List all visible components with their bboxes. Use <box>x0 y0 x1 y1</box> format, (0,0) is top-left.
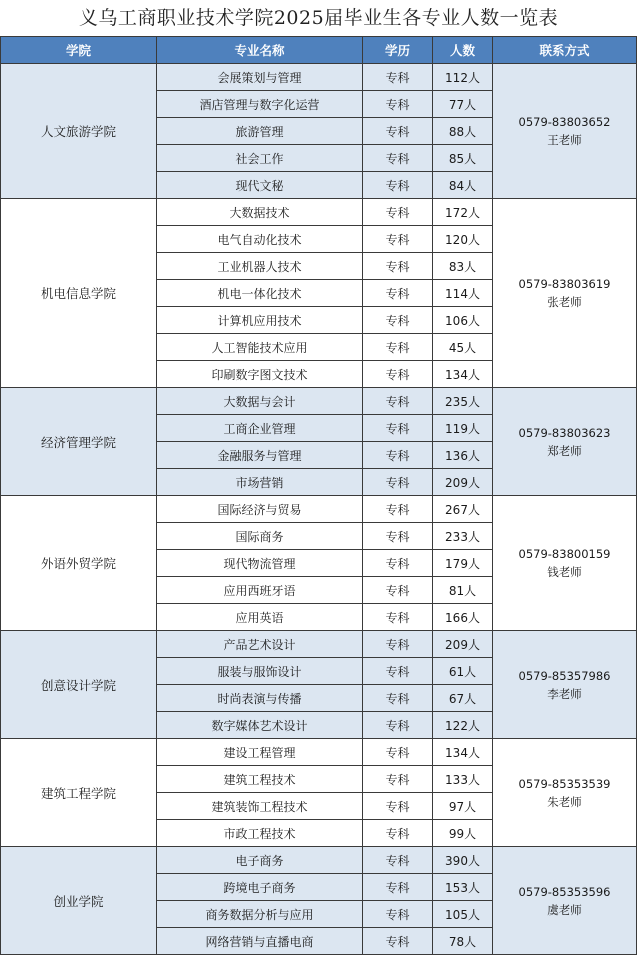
degree-level: 专科 <box>363 307 433 334</box>
degree-level: 专科 <box>363 928 433 955</box>
contact-info <box>493 388 637 496</box>
degree-level: 专科 <box>363 226 433 253</box>
graduate-count: 106人 <box>433 307 493 334</box>
contact-phone: 0579-83803619 <box>518 277 611 291</box>
header-contact: 联系方式 <box>493 37 637 64</box>
major-name: 计算机应用技术 <box>157 307 363 334</box>
graduate-count: 105人 <box>433 901 493 928</box>
degree-level: 专科 <box>363 496 433 523</box>
graduate-count: 390人 <box>433 847 493 874</box>
major-name: 产品艺术设计 <box>157 631 363 658</box>
college-name: 创意设计学院 <box>1 631 157 739</box>
contact-phone: 0579-83800159 <box>518 547 611 561</box>
graduate-count: 153人 <box>433 874 493 901</box>
major-name: 酒店管理与数字化运营 <box>157 91 363 118</box>
contact-teacher: 朱老师 <box>547 794 582 809</box>
degree-level: 专科 <box>363 415 433 442</box>
degree-level: 专科 <box>363 118 433 145</box>
table-body <box>1 64 637 955</box>
contact-teacher: 郑老师 <box>547 443 582 458</box>
major-name: 服装与服饰设计 <box>157 658 363 685</box>
college-name: 外语外贸学院 <box>1 496 157 631</box>
degree-level: 专科 <box>363 91 433 118</box>
major-name: 市场营销 <box>157 469 363 496</box>
degree-level: 专科 <box>363 550 433 577</box>
major-name: 工业机器人技术 <box>157 253 363 280</box>
degree-level: 专科 <box>363 361 433 388</box>
degree-level: 专科 <box>363 64 433 91</box>
graduate-count: 166人 <box>433 604 493 631</box>
degree-level: 专科 <box>363 388 433 415</box>
contact-teacher: 张老师 <box>547 295 582 309</box>
graduate-count: 81人 <box>433 577 493 604</box>
majors-table <box>0 36 637 955</box>
major-name: 大数据与会计 <box>157 388 363 415</box>
graduate-count: 97人 <box>433 793 493 820</box>
header-level: 学历 <box>363 37 433 64</box>
major-name: 建筑装饰工程技术 <box>157 793 363 820</box>
major-name: 建筑工程技术 <box>157 766 363 793</box>
degree-level: 专科 <box>363 820 433 847</box>
graduate-count: 179人 <box>433 550 493 577</box>
degree-level: 专科 <box>363 685 433 712</box>
contact-info <box>493 496 637 631</box>
degree-level: 专科 <box>363 172 433 199</box>
degree-level: 专科 <box>363 901 433 928</box>
major-name: 电气自动化技术 <box>157 226 363 253</box>
graduate-count: 267人 <box>433 496 493 523</box>
major-name: 市政工程技术 <box>157 820 363 847</box>
table-row <box>1 847 637 874</box>
graduate-count: 67人 <box>433 685 493 712</box>
college-name: 机电信息学院 <box>1 199 157 388</box>
graduate-count: 134人 <box>433 739 493 766</box>
graduate-count: 136人 <box>433 442 493 469</box>
graduate-count: 235人 <box>433 388 493 415</box>
major-name: 时尚表演与传播 <box>157 685 363 712</box>
graduate-count: 85人 <box>433 145 493 172</box>
graduate-count: 233人 <box>433 523 493 550</box>
major-name: 网络营销与直播电商 <box>157 928 363 955</box>
table-row <box>1 739 637 766</box>
major-name: 社会工作 <box>157 145 363 172</box>
major-name: 建设工程管理 <box>157 739 363 766</box>
contact-phone: 0579-83803623 <box>518 425 611 440</box>
graduate-count: 61人 <box>433 658 493 685</box>
graduate-count: 133人 <box>433 766 493 793</box>
degree-level: 专科 <box>363 334 433 361</box>
major-name: 电子商务 <box>157 847 363 874</box>
college-name: 人文旅游学院 <box>1 64 157 199</box>
degree-level: 专科 <box>363 658 433 685</box>
degree-level: 专科 <box>363 280 433 307</box>
graduate-count: 112人 <box>433 64 493 91</box>
table-row <box>1 199 637 226</box>
major-name: 旅游管理 <box>157 118 363 145</box>
degree-level: 专科 <box>363 523 433 550</box>
graduate-count: 88人 <box>433 118 493 145</box>
contact-teacher: 王老师 <box>547 133 582 147</box>
college-name: 建筑工程学院 <box>1 739 157 847</box>
degree-level: 专科 <box>363 604 433 631</box>
major-name: 数字媒体艺术设计 <box>157 712 363 739</box>
major-name: 人工智能技术应用 <box>157 334 363 361</box>
graduate-count: 172人 <box>433 199 493 226</box>
degree-level: 专科 <box>363 145 433 172</box>
graduate-count: 120人 <box>433 226 493 253</box>
contact-phone: 0579-85357986 <box>518 668 611 683</box>
major-name: 国际经济与贸易 <box>157 496 363 523</box>
college-name: 创业学院 <box>1 847 157 955</box>
graduate-count: 45人 <box>433 334 493 361</box>
table-row <box>1 64 637 91</box>
major-name: 应用西班牙语 <box>157 577 363 604</box>
degree-level: 专科 <box>363 442 433 469</box>
graduate-count: 77人 <box>433 91 493 118</box>
graduate-count: 209人 <box>433 469 493 496</box>
header-major: 专业名称 <box>157 37 363 64</box>
graduate-count: 83人 <box>433 253 493 280</box>
degree-level: 专科 <box>363 712 433 739</box>
major-name: 工商企业管理 <box>157 415 363 442</box>
major-name: 会展策划与管理 <box>157 64 363 91</box>
table-row <box>1 388 637 415</box>
degree-level: 专科 <box>363 469 433 496</box>
graduate-count: 78人 <box>433 928 493 955</box>
page-title: 义乌工商职业技术学院2025届毕业生各专业人数一览表 <box>78 7 559 29</box>
major-name: 印刷数字图文技术 <box>157 361 363 388</box>
major-name: 机电一体化技术 <box>157 280 363 307</box>
contact-teacher: 虞老师 <box>547 902 582 917</box>
major-name: 金融服务与管理 <box>157 442 363 469</box>
major-name: 现代物流管理 <box>157 550 363 577</box>
graduate-count: 134人 <box>433 361 493 388</box>
table-row <box>1 496 637 523</box>
degree-level: 专科 <box>363 631 433 658</box>
contact-info <box>493 64 637 199</box>
graduate-count: 84人 <box>433 172 493 199</box>
major-name: 国际商务 <box>157 523 363 550</box>
major-name: 商务数据分析与应用 <box>157 901 363 928</box>
table-header <box>1 37 637 64</box>
table-row <box>1 631 637 658</box>
contact-phone: 0579-83803652 <box>518 115 611 129</box>
degree-level: 专科 <box>363 874 433 901</box>
major-name: 现代文秘 <box>157 172 363 199</box>
graduate-count: 209人 <box>433 631 493 658</box>
header-count: 人数 <box>433 37 493 64</box>
contact-teacher: 李老师 <box>547 686 582 701</box>
degree-level: 专科 <box>363 577 433 604</box>
contact-phone: 0579-85353539 <box>518 776 611 791</box>
header-college: 学院 <box>1 37 157 64</box>
contact-info <box>493 847 637 955</box>
graduate-count: 119人 <box>433 415 493 442</box>
major-name: 跨境电子商务 <box>157 874 363 901</box>
contact-info <box>493 199 637 388</box>
degree-level: 专科 <box>363 847 433 874</box>
contact-info <box>493 739 637 847</box>
major-name: 大数据技术 <box>157 199 363 226</box>
major-name: 应用英语 <box>157 604 363 631</box>
header-row <box>1 37 637 64</box>
degree-level: 专科 <box>363 793 433 820</box>
contact-teacher: 钱老师 <box>547 565 582 579</box>
graduate-count: 114人 <box>433 280 493 307</box>
degree-level: 专科 <box>363 739 433 766</box>
graduate-count: 122人 <box>433 712 493 739</box>
contact-phone: 0579-85353596 <box>518 884 611 899</box>
degree-level: 专科 <box>363 766 433 793</box>
contact-info <box>493 631 637 739</box>
degree-level: 专科 <box>363 253 433 280</box>
degree-level: 专科 <box>363 199 433 226</box>
graduate-count: 99人 <box>433 820 493 847</box>
college-name: 经济管理学院 <box>1 388 157 496</box>
